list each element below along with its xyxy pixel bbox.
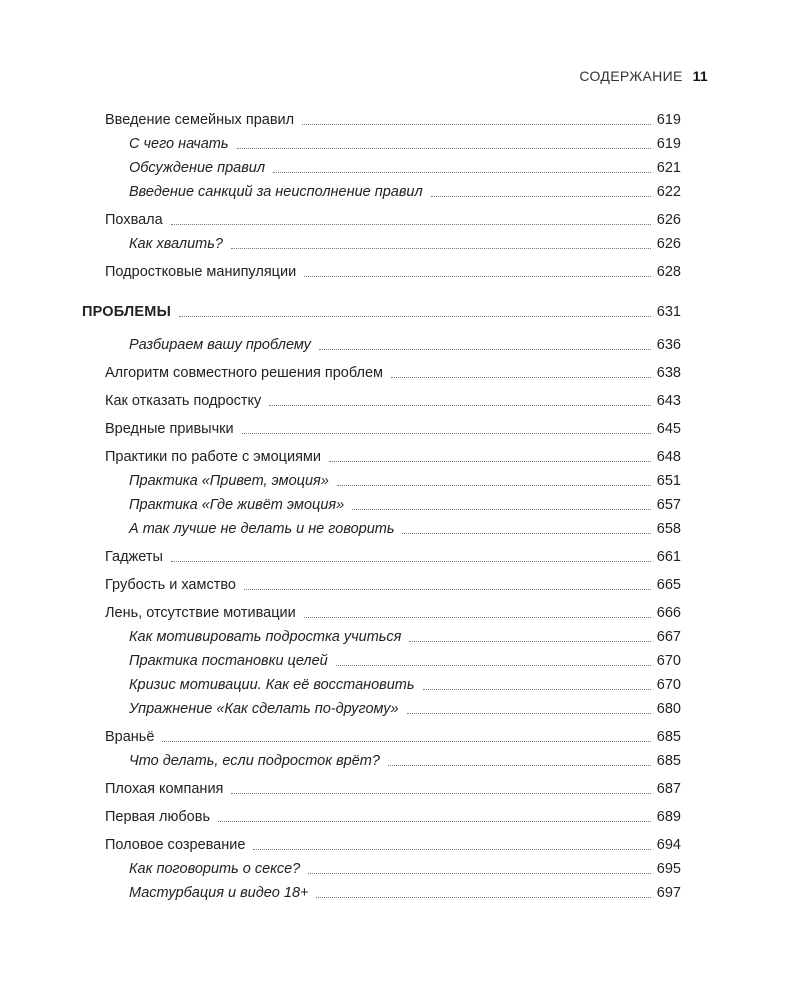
dot-leader: [407, 712, 651, 714]
dot-leader: [269, 404, 651, 406]
dot-leader: [171, 223, 651, 225]
dot-leader: [273, 171, 651, 173]
page-number: 11: [692, 68, 708, 84]
toc-chapter-entry[interactable]: [82, 725, 681, 749]
toc-entry-page: 651: [656, 473, 681, 489]
running-header: [579, 68, 708, 84]
toc-entry-title: Упражнение «Как сделать по-другому»: [129, 701, 399, 717]
toc-entry-page: 645: [656, 421, 681, 437]
dot-leader: [352, 508, 651, 510]
toc-entry-title: Практики по работе с эмоциями: [105, 449, 321, 465]
toc-subsection-entry[interactable]: [82, 156, 681, 180]
toc-chapter-entry[interactable]: [82, 833, 681, 857]
toc-entry-title: Половое созревание: [105, 837, 246, 853]
toc-entry-page: 689: [656, 809, 681, 825]
toc-entry-title: Гаджеты: [105, 549, 163, 565]
toc-entry-page: 670: [656, 653, 681, 669]
toc-chapter-entry[interactable]: [82, 805, 681, 829]
toc-entry-title: Кризис мотивации. Как её восстановить: [129, 677, 415, 693]
toc-entry-title: Как отказать подростку: [105, 393, 262, 409]
toc-entry-page: 658: [656, 521, 681, 537]
dot-leader: [336, 664, 651, 666]
toc-subsection-entry[interactable]: [82, 697, 681, 721]
toc-entry-page: 657: [656, 497, 681, 513]
dot-leader: [423, 688, 651, 690]
dot-leader: [179, 315, 651, 317]
toc-entry-title: Мастурбация и видео 18+: [129, 885, 309, 901]
toc-chapter-entry[interactable]: [82, 777, 681, 801]
dot-leader: [231, 792, 650, 794]
toc-entry-page: 697: [656, 885, 681, 901]
toc-entry-title: Лень, отсутствие мотивации: [105, 605, 296, 621]
toc-entry-page: 648: [656, 449, 681, 465]
toc-entry-page: 685: [656, 753, 681, 769]
toc-entry-title: Введение семейных правил: [105, 112, 295, 128]
dot-leader: [231, 247, 651, 249]
toc-entry-page: 636: [656, 337, 681, 353]
toc-entry-title: Вредные привычки: [105, 421, 234, 437]
table-of-contents: [82, 108, 681, 905]
toc-entry-title: Похвала: [105, 212, 163, 228]
toc-entry-title: Плохая компания: [105, 781, 224, 797]
toc-entry-page: 638: [656, 365, 681, 381]
toc-subsection-entry[interactable]: [82, 749, 681, 773]
dot-leader: [162, 740, 650, 742]
toc-chapter-entry[interactable]: [82, 417, 681, 441]
toc-entry-page: 665: [656, 577, 681, 593]
toc-chapter-entry[interactable]: [82, 389, 681, 413]
toc-entry-title: Введение санкций за неисполнение правил: [129, 184, 423, 200]
toc-entry-title: Алгоритм совместного решения проблем: [105, 365, 383, 381]
dot-leader: [302, 123, 651, 125]
toc-chapter-entry[interactable]: [82, 573, 681, 597]
toc-entry-title: Обсуждение правил: [129, 160, 266, 176]
toc-chapter-entry[interactable]: [82, 601, 681, 625]
toc-subsection-entry[interactable]: [82, 673, 681, 697]
toc-entry-page: 619: [656, 136, 681, 152]
toc-entry-page: 626: [656, 236, 681, 252]
toc-entry-page: 666: [656, 605, 681, 621]
dot-leader: [253, 848, 650, 850]
toc-entry-title: Враньё: [105, 729, 155, 745]
toc-entry-page: 670: [656, 677, 681, 693]
dot-leader: [337, 484, 651, 486]
toc-chapter-entry[interactable]: [82, 260, 681, 284]
toc-entry-page: 622: [656, 184, 681, 200]
dot-leader: [244, 588, 651, 590]
toc-entry-page: 687: [656, 781, 681, 797]
toc-subsection-entry[interactable]: [82, 517, 681, 541]
dot-leader: [409, 640, 650, 642]
dot-leader: [388, 764, 651, 766]
toc-chapter-entry[interactable]: [82, 108, 681, 132]
dot-leader: [242, 432, 651, 434]
toc-subsection-entry[interactable]: [82, 625, 681, 649]
toc-subsection-entry[interactable]: [82, 180, 681, 204]
toc-entry-page: 643: [656, 393, 681, 409]
toc-subsection-entry[interactable]: [82, 649, 681, 673]
dot-leader: [171, 560, 651, 562]
toc-subsection-entry[interactable]: [82, 857, 681, 881]
toc-entry-page: 628: [656, 264, 681, 280]
toc-entry-page: 695: [656, 861, 681, 877]
toc-entry-title: Практика постановки целей: [129, 653, 328, 669]
toc-entry-title: Практика «Где живёт эмоция»: [129, 497, 345, 513]
toc-entry-page: 694: [656, 837, 681, 853]
toc-entry-page: 626: [656, 212, 681, 228]
dot-leader: [316, 896, 650, 898]
section-title: СОДЕРЖАНИЕ: [579, 68, 683, 84]
toc-part-heading[interactable]: [82, 300, 681, 324]
toc-entry-title: Первая любовь: [105, 809, 210, 825]
toc-entry-title: Как поговорить о сексе?: [129, 861, 301, 877]
toc-entry-page: 661: [656, 549, 681, 565]
dot-leader: [218, 820, 651, 822]
dot-leader: [391, 376, 651, 378]
toc-subsection-entry[interactable]: [82, 132, 681, 156]
toc-entry-page: 685: [656, 729, 681, 745]
toc-subsection-entry[interactable]: [82, 881, 681, 905]
toc-subsection-entry[interactable]: [82, 469, 681, 493]
toc-entry-page: 619: [656, 112, 681, 128]
toc-entry-title: ПРОБЛЕМЫ: [82, 304, 171, 320]
toc-entry-title: Практика «Привет, эмоция»: [129, 473, 329, 489]
toc-entry-title: Как хвалить?: [129, 236, 223, 252]
toc-entry-title: Разбираем вашу проблему: [129, 337, 311, 353]
dot-leader: [431, 195, 651, 197]
toc-entry-page: 680: [656, 701, 681, 717]
toc-entry-page: 631: [656, 304, 681, 320]
dot-leader: [304, 275, 651, 277]
toc-entry-title: С чего начать: [129, 136, 229, 152]
toc-chapter-entry[interactable]: [82, 445, 681, 469]
toc-entry-title: А так лучше не делать и не говорить: [129, 521, 395, 537]
dot-leader: [329, 460, 651, 462]
toc-chapter-entry[interactable]: [82, 361, 681, 385]
toc-subsection-entry[interactable]: [82, 493, 681, 517]
toc-chapter-entry[interactable]: [82, 545, 681, 569]
dot-leader: [319, 348, 651, 350]
toc-entry-page: 621: [656, 160, 681, 176]
toc-chapter-entry[interactable]: [82, 208, 681, 232]
dot-leader: [304, 616, 651, 618]
toc-entry-title: Что делать, если подросток врёт?: [129, 753, 380, 769]
dot-leader: [308, 872, 651, 874]
dot-leader: [402, 532, 650, 534]
dot-leader: [237, 147, 651, 149]
toc-entry-title: Подростковые манипуляции: [105, 264, 297, 280]
toc-subsection-entry[interactable]: [82, 232, 681, 256]
toc-entry-page: 667: [656, 629, 681, 645]
toc-subsection-entry[interactable]: [82, 333, 681, 357]
toc-entry-title: Грубость и хамство: [105, 577, 236, 593]
toc-entry-title: Как мотивировать подростка учиться: [129, 629, 402, 645]
